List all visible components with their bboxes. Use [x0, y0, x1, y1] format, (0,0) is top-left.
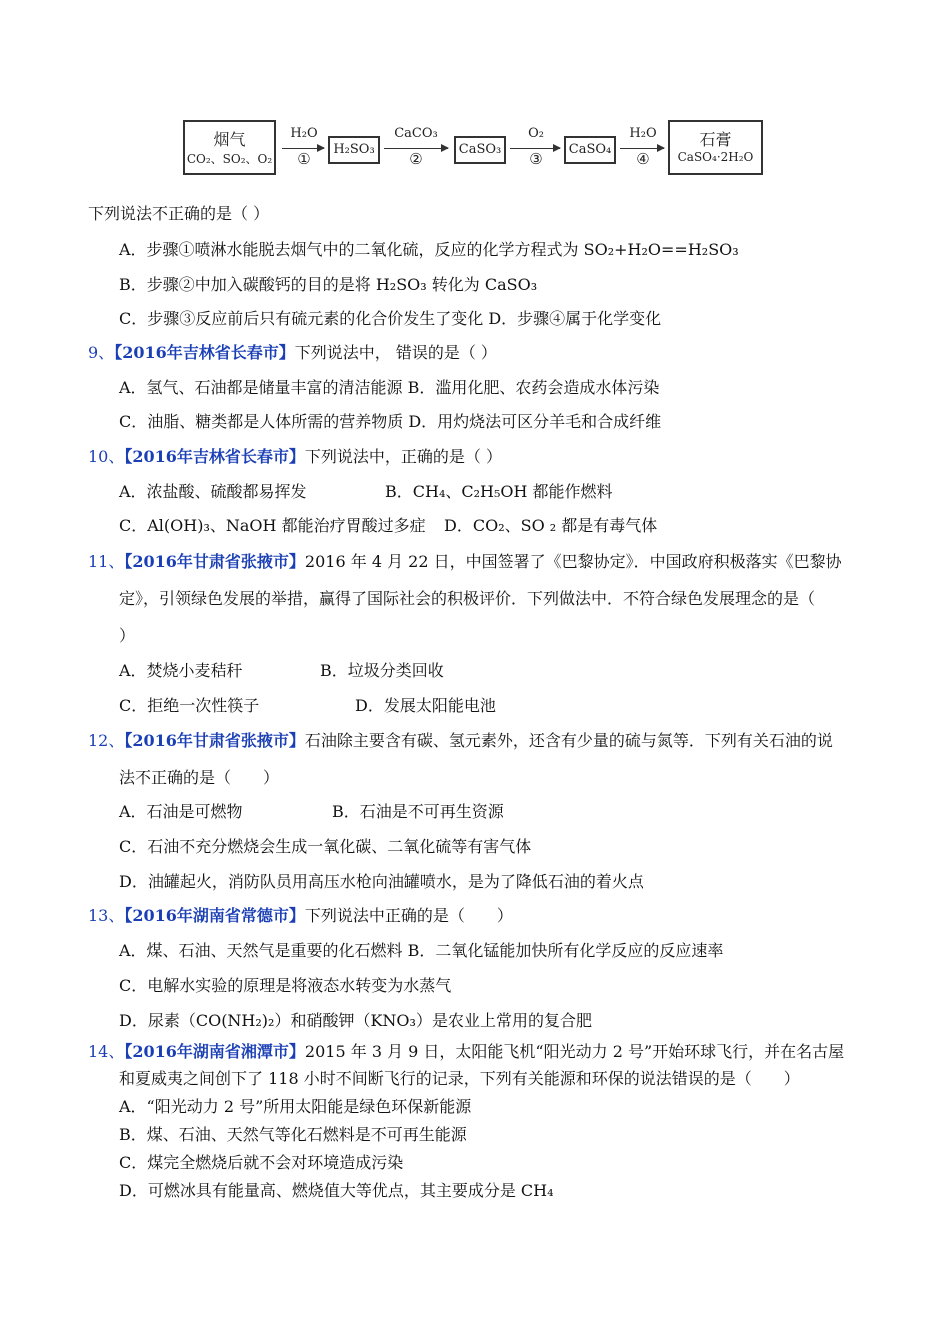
arrow4-top-label: H₂O: [629, 126, 657, 141]
q12-option-a: A．石油是可燃物: [119, 802, 243, 821]
q10-number: 10、: [88, 447, 125, 466]
q13-source: 【2016年湖南省常德市】: [124, 906, 305, 925]
q11-number: 11、: [88, 552, 125, 571]
q11-stem-line2: 定》，引领绿色发展的举措，赢得了国际社会的积极评价．下列做法中．不符合绿色发展理念的是（: [119, 589, 816, 608]
q10-stem: 下列说法中，正确的是（ ）: [304, 447, 503, 466]
arrow2-step: ②: [409, 150, 423, 168]
q11-source: 【2016年甘肃省张掖市】: [124, 552, 305, 571]
q9-number: 9、: [88, 343, 115, 362]
q13-number: 13、: [88, 906, 125, 925]
q9-header: [88, 340, 497, 363]
q12-number: 12、: [88, 731, 125, 750]
caso4-label: CaSO₄: [568, 142, 612, 157]
q11-header: [88, 549, 842, 572]
arrow-3: [510, 148, 560, 149]
q8-option-b: B．步骤②中加入碳酸钙的目的是将 H₂SO₃ 转化为 CaSO₃: [119, 275, 538, 294]
q11-option-b: B．垃圾分类回收: [320, 661, 444, 680]
q14-option-d: D．可燃冰具有能量高、燃烧值大等优点，其主要成分是 CH₄: [119, 1181, 554, 1200]
arrow4-step: ④: [636, 150, 650, 168]
q13-option-d: D．尿素（CO(NH₂)₂）和硝酸钾（KNO₃）是农业上常用的复合肥: [119, 1011, 592, 1030]
q12-option-d: D．油罐起火，消防队员用高压水枪向油罐喷水，是为了降低石油的着火点: [119, 872, 644, 891]
q9-source: 【2016年吉林省长春市】: [114, 343, 295, 362]
gypsum-title: 石膏: [699, 130, 732, 149]
arrow1-step: ①: [297, 150, 311, 168]
q14-option-b: B．煤、石油、天然气等化石燃料是不可再生能源: [119, 1125, 467, 1144]
q10-option-b: B．CH₄、C₂H₅OH 都能作燃料: [385, 482, 613, 501]
q11-option-a: A．焚烧小麦秸秆: [119, 661, 243, 680]
q12-header: [88, 728, 833, 751]
arrow-4: [620, 148, 664, 149]
q12-source: 【2016年甘肃省张掖市】: [124, 731, 305, 750]
q13-header: [88, 903, 513, 926]
q13-stem: 下列说法中正确的是（ ）: [304, 906, 513, 925]
gypsum-formula: CaSO₄·2H₂O: [677, 150, 754, 164]
q10-option-a: A．浓盐酸、硫酸都易挥发: [119, 482, 307, 501]
flue-gas-box: [183, 120, 276, 175]
flue-gas-title: 烟气: [213, 130, 246, 149]
q9-stem: 下列说法中， 错误的是（ ）: [294, 343, 497, 362]
q13-option-c: C．电解水实验的原理是将液态水转变为水蒸气: [119, 976, 452, 995]
q10-header: [88, 444, 502, 467]
q14-source: 【2016年湖南省湘潭市】: [124, 1042, 305, 1061]
q10-option-c: C．Al(OH)₃、NaOH 都能治疗胃酸过多症: [119, 516, 426, 535]
q12-option-b: B．石油是不可再生资源: [332, 802, 504, 821]
arrow3-step: ③: [529, 150, 543, 168]
q14-option-c: C．煤完全燃烧后就不会对环境造成污染: [119, 1153, 404, 1172]
q10-option-d: D．CO₂、SO ₂ 都是有毒气体: [444, 516, 658, 535]
h2so3-box: [328, 136, 380, 164]
arrow1-top-label: H₂O: [290, 126, 318, 141]
q9-options-ab: A．氢气、石油都是储量丰富的清洁能源 B．滥用化肥、农药会造成水体污染: [119, 378, 660, 397]
q11-option-d: D．发展太阳能电池: [355, 696, 496, 715]
q11-stem-line3: ）: [119, 626, 136, 645]
caso3-label: CaSO₃: [458, 142, 502, 157]
gypsum-box: [668, 120, 763, 175]
q14-stem-line2: 和夏威夷之间创下了 118 小时不间断飞行的记录，下列有关能源和环保的说法错误的是（ ）: [119, 1069, 800, 1088]
q14-stem-line1: 2015 年 3 月 9 日，太阳能飞机“阳光动力 2 号”开始环球飞行，并在名古屋: [304, 1042, 845, 1061]
q8-stem: 下列说法不正确的是（ ）: [88, 204, 270, 223]
q12-stem-line1: 石油除主要含有碳、氢元素外，还含有少量的硫与氮等．下列有关石油的说: [304, 731, 833, 750]
arrow-1: [282, 148, 324, 149]
flue-gas-composition: CO₂、SO₂、O₂: [186, 152, 273, 166]
q11-stem-line1: 2016 年 4 月 22 日，中国签署了《巴黎协定》．中国政府积极落实《巴黎协: [304, 552, 842, 571]
arrow2-top-label: CaCO₃: [394, 126, 438, 141]
q11-option-c: C．拒绝一次性筷子: [119, 696, 260, 715]
arrow3-top-label: O₂: [528, 126, 544, 141]
caso3-box: [454, 136, 506, 164]
q8-option-a: A．步骤①喷淋水能脱去烟气中的二氧化硫，反应的化学方程式为 SO₂+H₂O==H₂SO₃: [119, 240, 739, 259]
q9-options-cd: C．油脂、糖类都是人体所需的营养物质 D．用灼烧法可区分羊毛和合成纤维: [119, 412, 662, 431]
q12-option-c: C．石油不充分燃烧会生成一氧化碳、二氧化硫等有害气体: [119, 837, 532, 856]
caso4-box: [564, 136, 616, 164]
q10-source: 【2016年吉林省长春市】: [124, 447, 305, 466]
q8-option-c-d: C．步骤③反应前后只有硫元素的化合价发生了变化 D．步骤④属于化学变化: [119, 309, 662, 328]
q14-header: [88, 1039, 844, 1062]
h2so3-label: H₂SO₃: [333, 142, 375, 157]
q12-stem-line2: 法不正确的是（ ）: [119, 768, 280, 787]
q13-options-ab: A．煤、石油、天然气是重要的化石燃料 B．二氧化锰能加快所有化学反应的反应速率: [119, 941, 724, 960]
q14-number: 14、: [88, 1042, 125, 1061]
arrow-2: [384, 148, 448, 149]
q14-option-a: A．“阳光动力 2 号”所用太阳能是绿色环保新能源: [119, 1097, 472, 1116]
